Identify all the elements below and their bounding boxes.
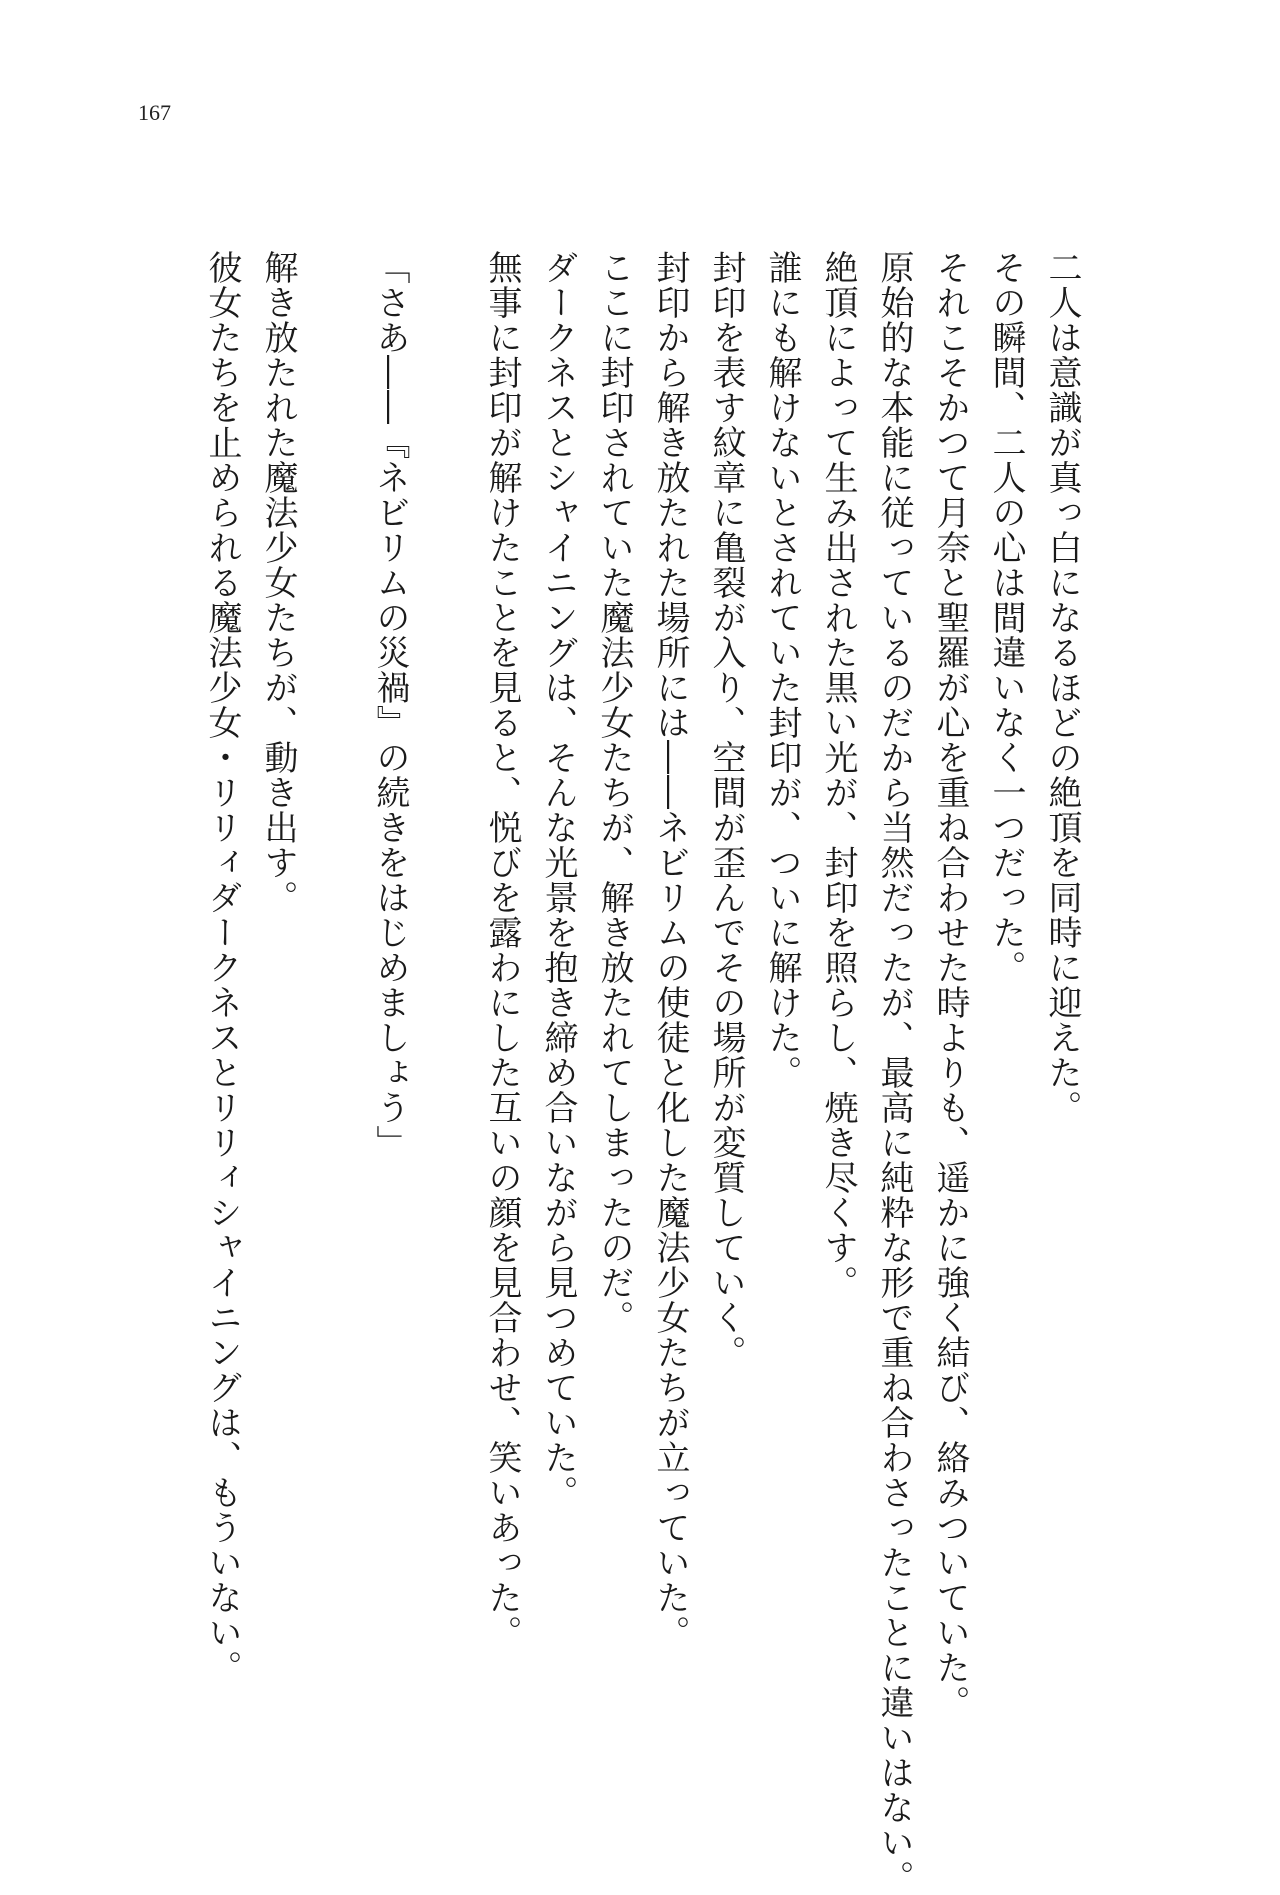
paragraph: 誰にも解けないとされていた封印が、ついに解けた。: [762, 250, 802, 1090]
blank-line: [306, 250, 362, 251]
paragraph: その瞬間、二人の心は間違いなく一つだった。: [986, 250, 1026, 985]
paragraph: ここに封印されていた魔法少女たちが、解き放たれてしまったのだ。: [594, 250, 634, 1335]
paragraph: ダークネスとシャイニングは、そんな光景を抱き締め合いながら見つめていた。: [538, 250, 578, 1510]
paragraph: 解き放たれた魔法少女たちが、動き出す。: [258, 250, 298, 915]
paragraph: 無事に封印が解けたことを見ると、悦びを露わにした互いの顔を見合わせ、笑いあった。: [482, 250, 522, 1650]
paragraph: それこそかつて月奈と聖羅が心を重ね合わせた時よりも、遥かに強く結び、絡みついていた。: [930, 250, 970, 1720]
page-number: 167: [138, 100, 171, 125]
body-text: [194, 250, 1090, 1895]
paragraph: 封印から解き放たれた場所には――ネビリムの使徒と化した魔法少女たちが立っていた。: [650, 250, 690, 1650]
paragraph: 彼女たちを止められる魔法少女・リリィダークネスとリリィシャイニングは、もういない。: [202, 250, 242, 1685]
paragraph: 二人は意識が真っ白になるほどの絶頂を同時に迎えた。: [1042, 250, 1082, 1125]
paragraph: 原始的な本能に従っているのだから当然だったが、最高に純粋な形で重ね合わさったことに違いはない。: [874, 250, 914, 1895]
paragraph: 絶頂によって生み出された黒い光が、封印を照らし、焼き尽くす。: [818, 250, 858, 1300]
dialogue-line: 「さあ――『ネビリムの災禍』の続きをはじめましょう」: [370, 250, 410, 1160]
blank-line: [418, 250, 474, 251]
paragraph: 封印を表す紋章に亀裂が入り、空間が歪んでその場所が変質していく。: [706, 250, 746, 1370]
